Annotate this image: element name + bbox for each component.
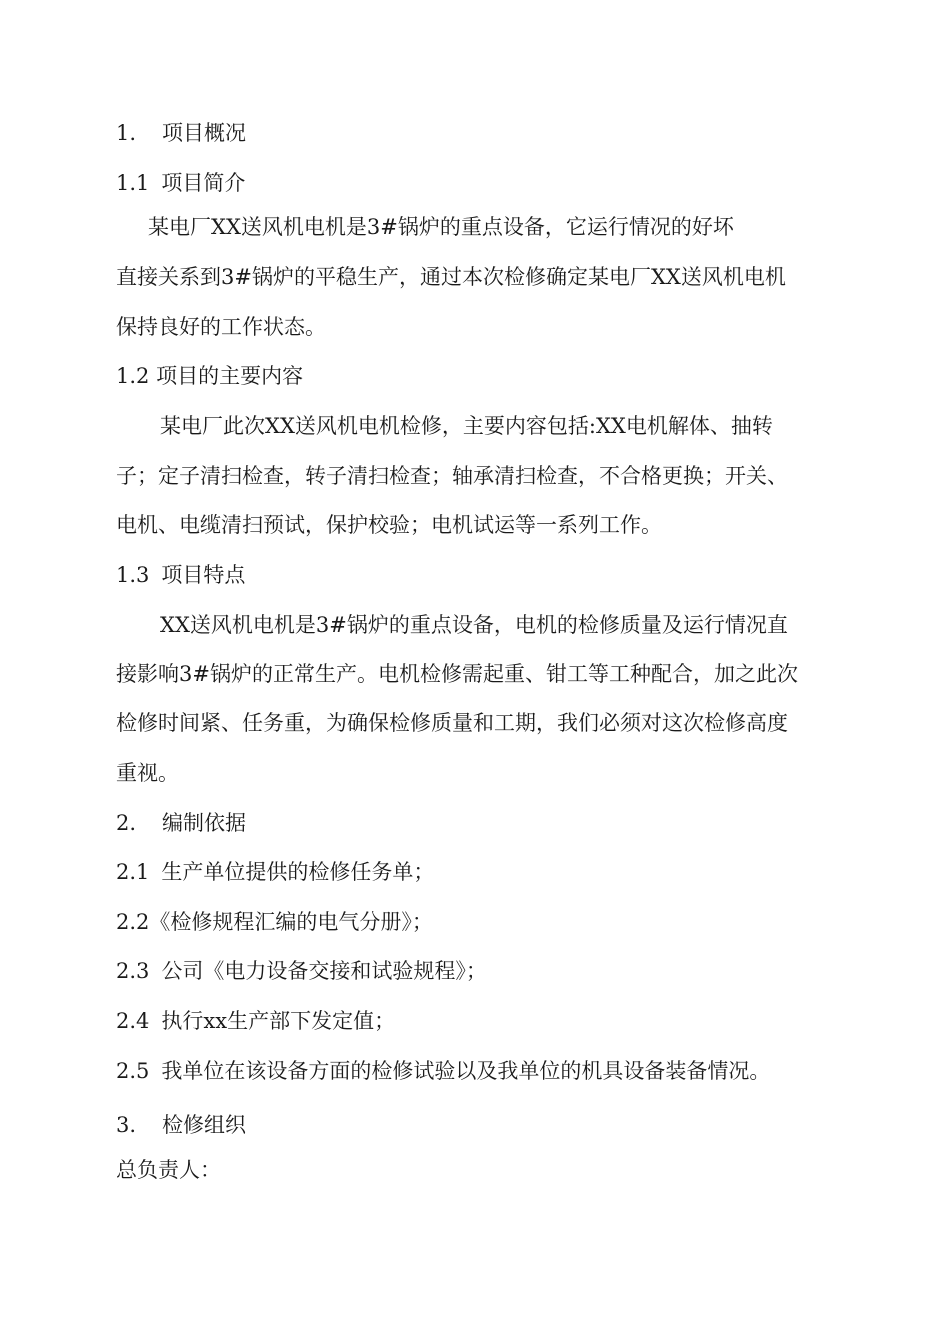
list-item-text: 生产单位提供的检修任务单； <box>161 860 435 884</box>
heading-section-3: 3. 检修组织 <box>116 1113 247 1137</box>
list-item-text: 公司《电力设备交接和试验规程》； <box>161 959 487 983</box>
paragraph-line: 总负责人： <box>116 1158 221 1182</box>
paragraph-line: 某电厂此次XX送风机电机检修，主要内容包括:XX电机解体、抽转 <box>160 414 773 438</box>
paragraph-line: XX送风机电机是3#锅炉的重点设备，电机的检修质量及运行情况直 <box>160 613 788 637</box>
list-item: 2.5 我单位在该设备方面的检修试验以及我单位的机具设备装备情况。 <box>116 1059 771 1083</box>
paragraph-line: 保持良好的工作状态。 <box>116 315 326 339</box>
paragraph-line: 检修时间紧、任务重，为确保检修质量和工期，我们必须对这次检修高度 <box>116 711 788 735</box>
list-item-text: 执行xx生产部下发定值； <box>161 1009 396 1033</box>
list-item-text: 我单位在该设备方面的检修试验以及我单位的机具设备装备情况。 <box>161 1059 771 1083</box>
heading-section-1-3: 1.3 项目特点 <box>116 563 246 587</box>
heading-title: 检修组织 <box>162 1113 247 1137</box>
paragraph-line: 直接关系到3#锅炉的平稳生产，通过本次检修确定某电厂XX送风机电机 <box>116 265 786 289</box>
heading-title: 项目简介 <box>161 171 246 195</box>
paragraph-line: 电机、电缆清扫预试，保护校验；电机试运等一系列工作。 <box>116 513 662 537</box>
paragraph-line: 某电厂XX送风机电机是3#锅炉的重点设备，它运行情况的好坏 <box>148 215 734 239</box>
heading-section-1: 1. 项目概况 <box>116 121 247 145</box>
list-item: 2.3 公司《电力设备交接和试验规程》； <box>116 959 487 983</box>
heading-section-2: 2. 编制依据 <box>116 811 247 835</box>
paragraph-line: 重视。 <box>116 761 179 785</box>
heading-title: 项目特点 <box>161 563 246 587</box>
list-item: 2.1 生产单位提供的检修任务单； <box>116 860 435 884</box>
heading-section-1-2: 1.2 项目的主要内容 <box>116 364 304 388</box>
heading-section-1-1: 1.1 项目简介 <box>116 171 246 195</box>
heading-title: 编制依据 <box>162 811 247 835</box>
paragraph-line: 子；定子清扫检查，转子清扫检查；轴承清扫检查，不合格更换；开关、 <box>116 464 788 488</box>
list-item: 2.2《检修规程汇编的电气分册》； <box>116 910 433 934</box>
paragraph-line: 接影响3#锅炉的正常生产。电机检修需起重、钳工等工种配合，加之此次 <box>116 662 798 686</box>
list-item-text: 《检修规程汇编的电气分册》； <box>149 910 433 934</box>
heading-title: 项目概况 <box>162 121 247 145</box>
list-item: 2.4 执行xx生产部下发定值； <box>116 1009 396 1033</box>
